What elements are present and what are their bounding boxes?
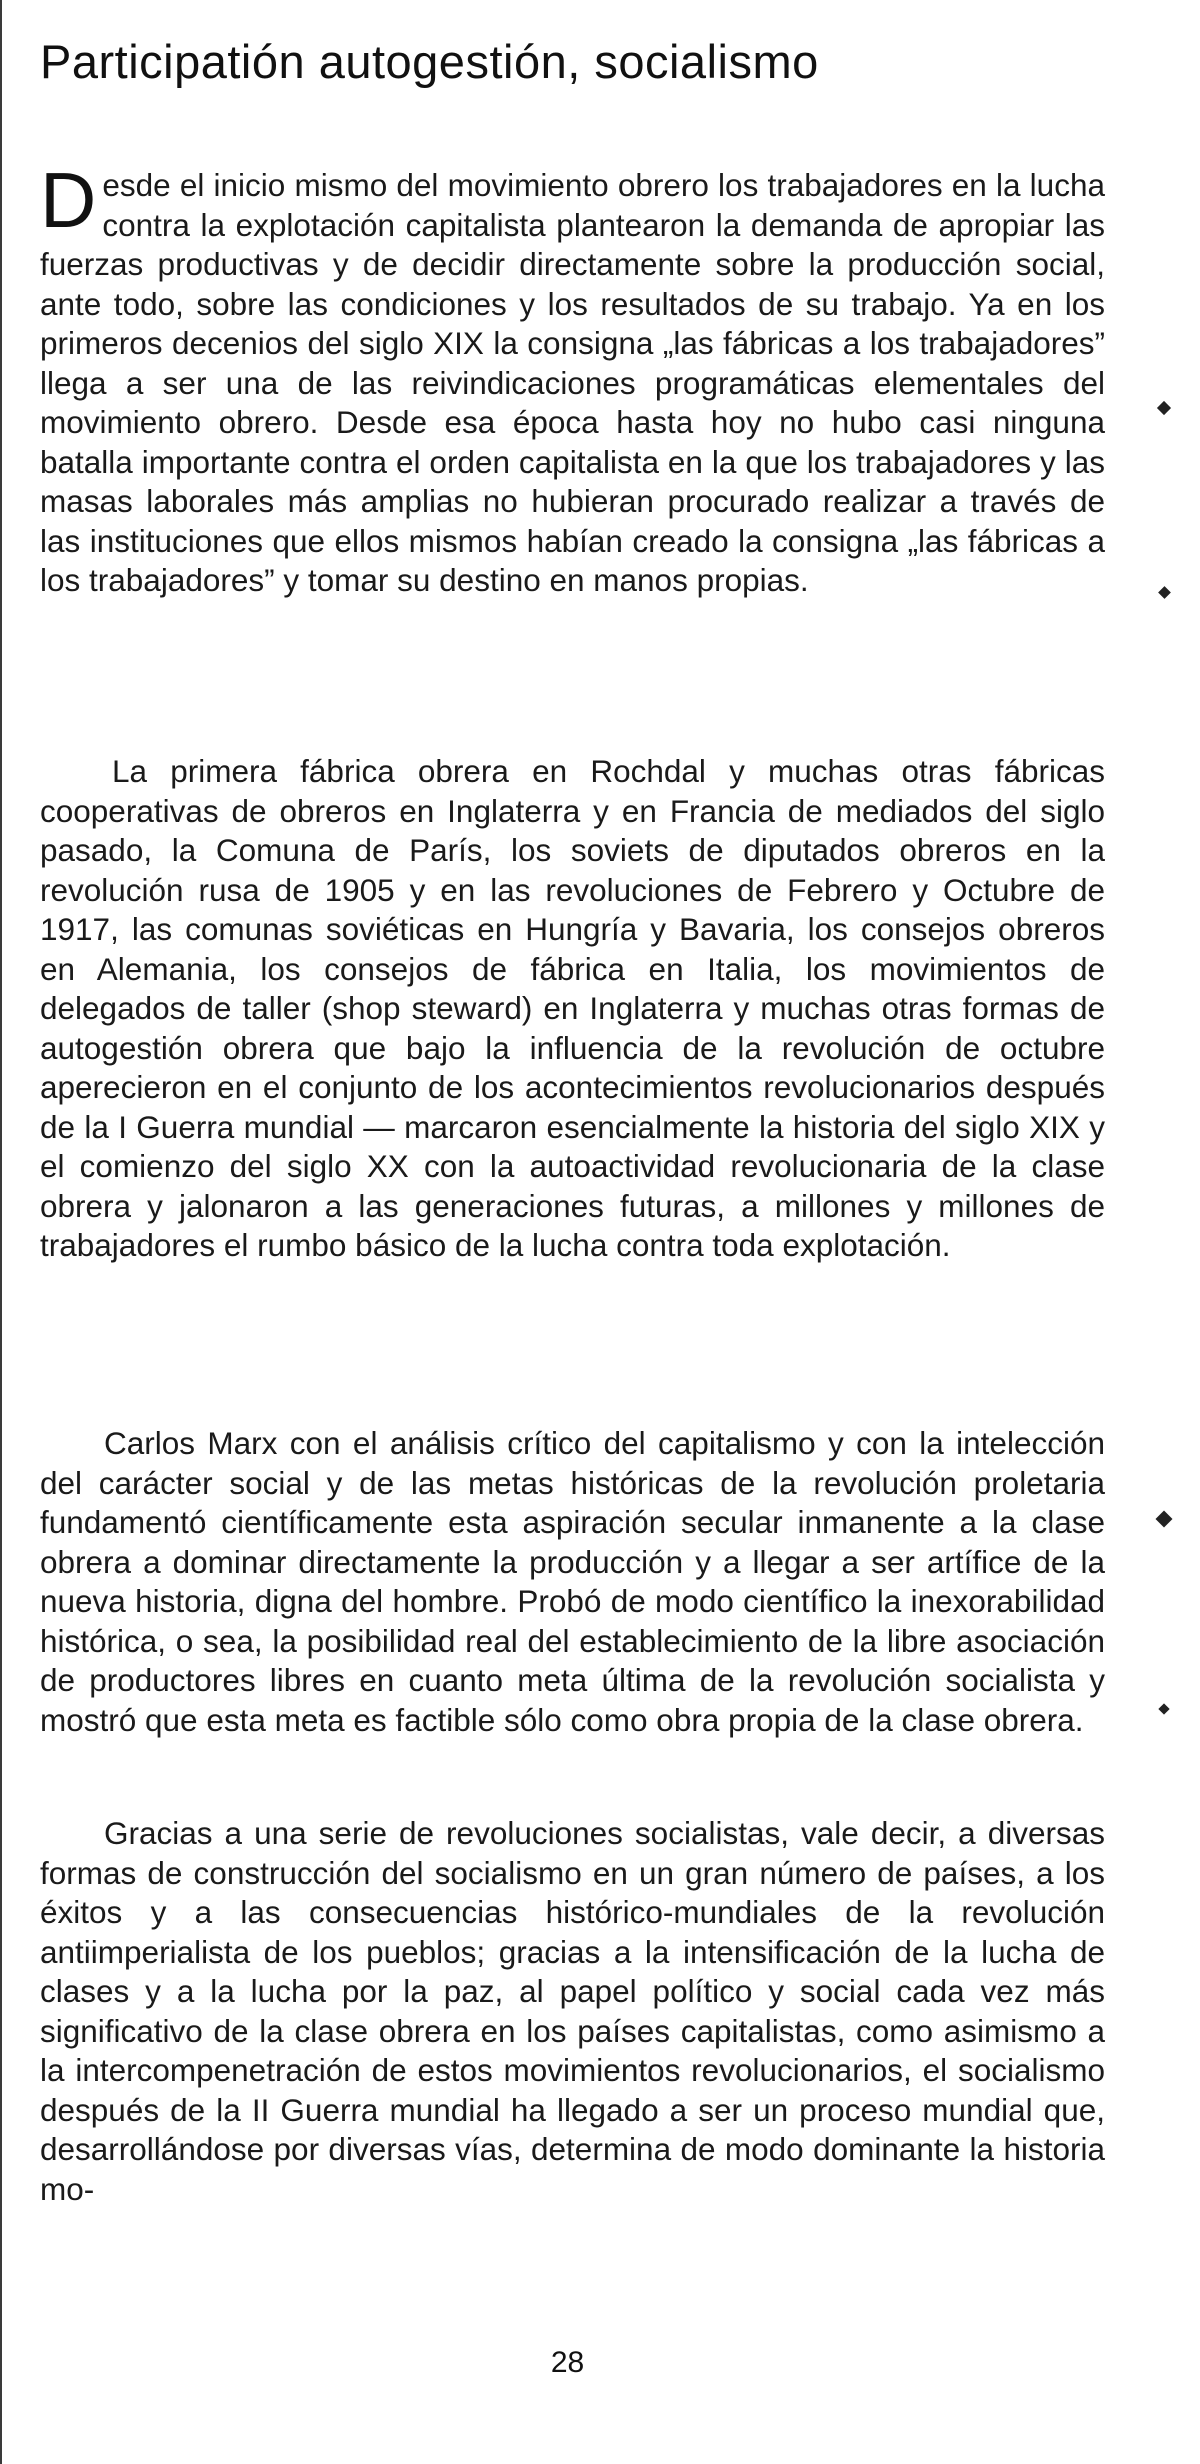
paragraph-1 <box>40 156 1105 601</box>
paragraph-4: Gracias a una serie de revoluciones socialistas, vale decir, a diversas formas de construcción del socialismo en un gran número de países, a los éxitos y a las consecuencias histórico-mundiales de la revolución antiimperialista de los pueblos; gracias a la intensificación de la lucha de clases y a la lucha por la paz, al papel político y social cada vez más significativo de la clase obrera en los países capitalistas, como asimismo a la intercompenetración de estos movimientos revolucionarios, el socialismo después de la II Guerra mundial ha llegado a ser un proceso mundial que, desarrollándose por diversas vías, determina de modo dominante la historia mo- <box>40 1815 1105 2207</box>
page-number: 28 <box>550 2346 585 2379</box>
page-edge-rule <box>0 0 2 2464</box>
paragraph-1-text: esde el inicio mismo del movimiento obrero los trabajadores en la lucha contra la explotación capitalista plantearon la demanda de apropiar las fuerzas productivas y de decidir directamente sobre la producción social, ante todo, sobre las condiciones y los resultados de su trabajo. Ya en los primeros decenios del siglo XIX la consigna „las fábricas a los trabajadores” llega a ser una de las reivindicaciones programáticas elementales del movimiento obrero. Desde esa época hasta hoy no hubo casi ninguna batalla importante contra el orden capitalista en la que los trabajadores y las masas laborales más amplias no hubieran procurado realizar a través de las instituciones que ellos mismos habían creado la consigna „las fábricas a los trabajadores” y tomar su destino en manos propias. <box>40 167 1105 598</box>
paragraph-3: Carlos Marx con el análisis crítico del capitalismo y con la intelección del carácter social y de las metas históricas de la revolución proletaria fundamentó científicamente esta aspiración secular inmanente a la clase obrera a dominar directamente la producción y a llegar a ser artífice de la nueva historia, digna del hombre. Probó de modo científico la inexorabilidad histórica, o sea, la posibilidad real del establecimiento de la libre asociación de productores libres en cuanto meta última de la revolución socialista y mostró que esta meta es factible sólo como obra propia de la clase obrera. <box>40 1425 1105 1738</box>
margin-mark <box>1158 1703 1169 1714</box>
paragraph-2: La primera fábrica obrera en Rochdal y muchas otras fábricas cooperativas de obreros en Inglaterra y en Francia de mediados del siglo pasado, la Comuna de París, los soviets de diputados obreros en la revolución rusa de 1905 y en las revoluciones de Febrero y Octubre de 1917, las comunas soviéticas en Hungría y Bavaria, los consejos obreros en Alemania, los consejos de fábrica en Italia, los movimientos de delegados de taller (shop steward) en Inglaterra y muchas otras formas de autogestión obrera que bajo la influencia de la revolución de octubre aperecieron en el conjunto de los acontecimientos revolucionarios después de la I Guerra mundial — marcaron esencialmente la historia del siglo XIX y el comienzo del siglo XX con la autoactividad revolucionaria de la clase obrera y jalonaron a las generaciones futuras, a millones y millones de trabajadores el rumbo básico de la lucha contra toda explotación. <box>40 753 1105 1263</box>
page-title: Participatión autogestión, socialismo <box>40 35 819 88</box>
margin-mark <box>1156 1511 1173 1528</box>
drop-cap: D <box>40 156 97 244</box>
margin-mark <box>1157 401 1171 415</box>
margin-mark <box>1158 586 1171 599</box>
